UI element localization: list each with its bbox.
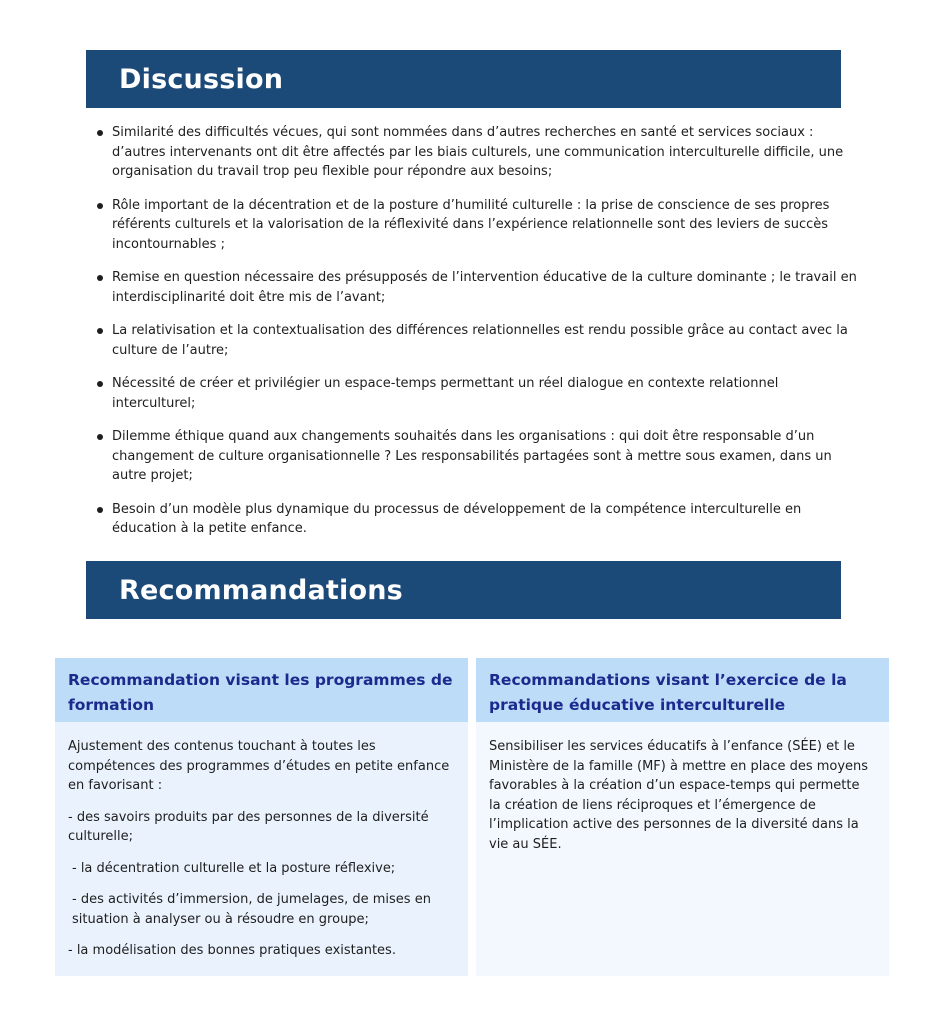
list-item — [93, 427, 858, 486]
list-item-text: Similarité des difficultés vécues, qui sont nommées dans d’autres recherches en santé et services sociaux : d’autres intervenants ont dit être affectés par les biais culturels, une communication interculturelle difficile, une organisation du travail trop peu flexible pour répondre aux besoins; — [112, 125, 844, 179]
card-header — [476, 658, 889, 722]
discussion-title: Discussion — [119, 63, 284, 95]
card-header — [55, 658, 468, 722]
card-text: Sensibiliser les services éducatifs à l’enfance (SÉE) et le Ministère de la famille (MF) à mettre en place des moyens favorables à la création d’un espace-temps qui permette la création de liens réciproques et l’émergence de l’implication active des personnes de la diversité dans la vie au SÉE. — [489, 739, 869, 852]
bullet-icon — [97, 381, 103, 387]
discussion-list — [93, 123, 858, 553]
list-item-text: Remise en question nécessaire des présupposés de l’intervention éducative de la culture dominante ; le travail en interdisciplinarité doit être mis de l’avant; — [112, 270, 857, 305]
bullet-icon — [97, 328, 103, 334]
bullet-icon — [97, 203, 103, 209]
list-item — [93, 123, 858, 182]
card-point: - des activités d’immersion, de jumelages, de mises en situation à analyser ou à résoudre en groupe; — [72, 892, 431, 927]
discussion-banner — [86, 50, 841, 108]
card-heading: Recommandation visant les programmes de formation — [68, 671, 453, 714]
recommendation-programmes-card — [55, 658, 468, 976]
card-body — [476, 722, 889, 976]
bullet-icon — [97, 434, 103, 440]
card-point: - des savoirs produits par des personnes de la diversité culturelle; — [68, 809, 429, 844]
list-item — [93, 374, 858, 413]
recommandations-banner — [86, 561, 841, 619]
card-point: - la modélisation des bonnes pratiques existantes. — [68, 943, 396, 958]
list-item-text: Rôle important de la décentration et de la posture d’humilité culturelle : la prise de conscience de ses propres référents culturels et la valorisation de la réflexivité dans l’expérience relationnelle sont des leviers de succès incontournables ; — [112, 197, 830, 252]
recommendation-pratique-card — [476, 658, 889, 976]
list-item — [93, 196, 858, 255]
card-intro: Ajustement des contenus touchant à toutes les compétences des programmes d’études en petite enfance en favorisant : — [68, 739, 450, 793]
list-item — [93, 268, 858, 307]
bullet-icon — [97, 507, 103, 513]
list-item-text: La relativisation et la contextualisation des différences relationnelles est rendu possible grâce au contact avec la culture de l’autre; — [112, 323, 848, 358]
card-body — [55, 722, 468, 976]
recommandations-title: Recommandations — [119, 574, 403, 606]
list-item-text: Besoin d’un modèle plus dynamique du processus de développement de la compétence interculturelle en éducation à la petite enfance. — [112, 501, 802, 536]
list-item — [93, 500, 858, 539]
list-item — [93, 321, 858, 360]
bullet-icon — [97, 275, 103, 281]
card-point: - la décentration culturelle et la posture réflexive; — [72, 860, 396, 876]
bullet-icon — [97, 130, 103, 136]
card-heading: Recommandations visant l’exercice de la pratique éducative interculturelle — [489, 671, 847, 714]
list-item-text: Dilemme éthique quand aux changements souhaités dans les organisations : qui doit être responsable d’un changement de culture organisationnelle ? Les responsabilités partagées sont à mettre sous examen, dans un autre projet; — [112, 429, 832, 483]
list-item-text: Nécessité de créer et privilégier un espace-temps permettant un réel dialogue en contexte relationnel interculturel; — [112, 376, 779, 411]
